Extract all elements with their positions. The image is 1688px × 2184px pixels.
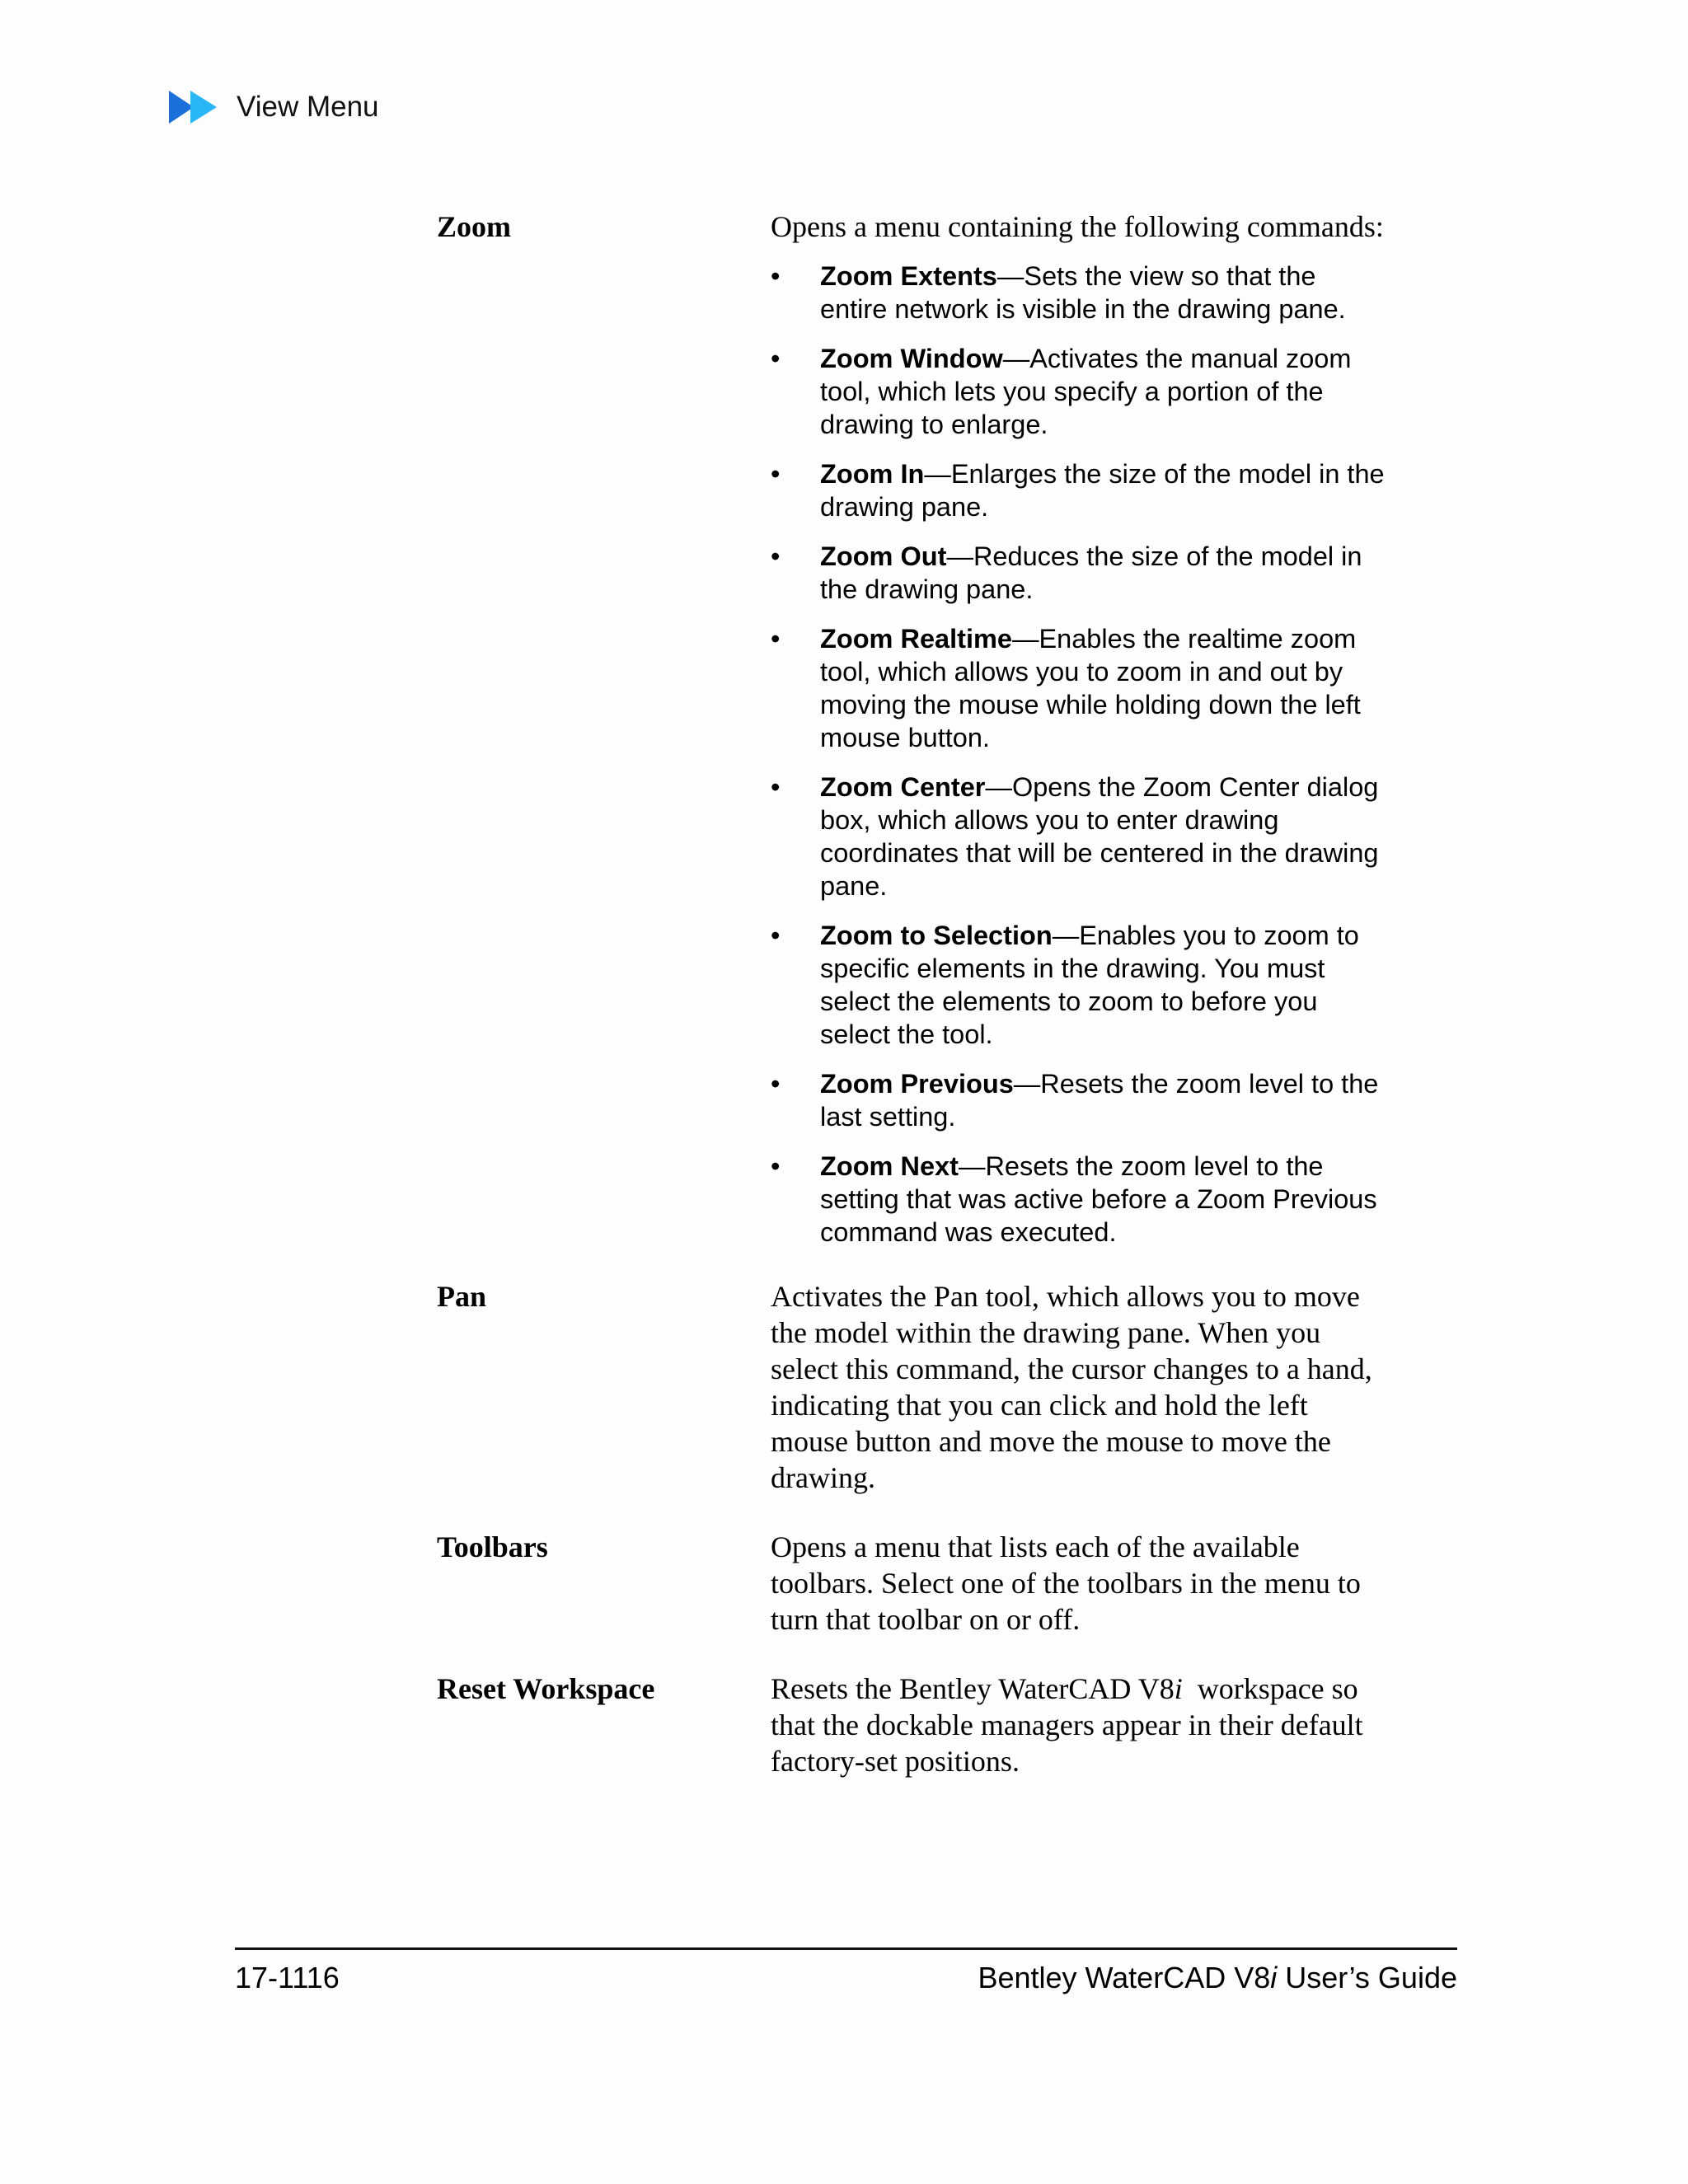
command-table [437,209,1385,1779]
guide-title-italic: i [1270,1961,1278,1994]
description-italic: i [1174,1672,1183,1705]
description-text: workspace so that the dockable managers appear in their default factory-set positions. [771,1672,1371,1778]
bullet-marker: • [771,541,781,571]
list-item [771,1067,1385,1133]
command-term-toolbars: Toolbars [437,1530,548,1563]
command-description: —Enables you to zoom to specific elements in the drawing. You must select the elements to zoom to before you select the tool. [820,921,1359,1049]
bullet-marker: • [771,772,781,802]
bullet-marker: • [771,459,781,489]
command-description: —Resets the zoom level to the setting that was active before a Zoom Previous command was executed. [820,1151,1377,1247]
bullet-marker: • [771,921,781,950]
bullet-marker: • [771,1151,781,1181]
command-description: —Reduces the size of the model in the drawing pane. [820,541,1362,604]
command-description: —Activates the manual zoom tool, which lets you specify a portion of the drawing to enlarge. [820,344,1352,439]
table-row [437,209,1385,1249]
list-item [771,1150,1385,1249]
command-term-reset-workspace: Reset Workspace [437,1672,655,1705]
command-name: Zoom to Selection [820,921,1053,950]
command-name: Zoom Extents [820,261,997,291]
command-description-pan: Activates the Pan tool, which allows you to move the model within the drawing pane. When you select this command, the cursor changes to a hand, indicating that you can click and hold the left mouse button and move the mouse to move the drawing. [771,1280,1372,1494]
command-description: —Sets the view so that the entire network is visible in the drawing pane. [820,261,1346,324]
list-item [771,260,1385,326]
command-name: Zoom Window [820,344,1003,373]
command-name: Zoom Out [820,541,947,571]
command-description: —Enables the realtime zoom tool, which allows you to zoom in and out by moving the mouse while holding down the left mouse button. [820,624,1361,752]
command-description: —Enlarges the size of the model in the drawing pane. [820,459,1385,522]
page-header [169,87,379,127]
bullet-marker: • [771,261,781,291]
table-row [437,1278,1385,1496]
list-item [771,457,1385,523]
command-term-zoom: Zoom [437,210,511,243]
command-name: Zoom Previous [820,1069,1014,1099]
command-description: —Opens the Zoom Center dialog box, which allows you to enter drawing coordinates that will be centered in the drawing pane. [820,772,1379,901]
table-row [437,1671,1385,1779]
footer-divider [235,1947,1457,1950]
list-item [771,771,1385,902]
command-description: —Resets the zoom level to the last setting. [820,1069,1379,1132]
command-description-toolbars: Opens a menu that lists each of the available toolbars. Select one of the toolbars in the menu to turn that toolbar on or off. [771,1530,1361,1636]
double-chevron-right-icon [169,89,220,125]
bullet-marker: • [771,344,781,373]
zoom-commands-list [771,260,1385,1249]
guide-title [978,1960,1457,1996]
list-item [771,919,1385,1051]
guide-title-text: User’s Guide [1277,1961,1457,1994]
guide-title-text: Bentley WaterCAD V8 [978,1961,1271,1994]
table-row [437,1529,1385,1638]
list-item [771,540,1385,606]
section-title: View Menu [237,91,379,123]
command-description-zoom [771,209,1385,1249]
command-name: Zoom In [820,459,925,489]
command-description-reset-workspace [771,1671,1385,1779]
command-name: Zoom Next [820,1151,959,1181]
command-name: Zoom Center [820,772,986,802]
description-text: Opens a menu containing the following commands: [771,210,1384,243]
command-term-pan: Pan [437,1280,487,1313]
description-text: Resets the Bentley WaterCAD V8 [771,1672,1175,1705]
bullet-marker: • [771,624,781,654]
page-number: 17-1116 [235,1961,340,1994]
command-name: Zoom Realtime [820,624,1012,654]
bullet-marker: • [771,1069,781,1099]
list-item [771,622,1385,754]
list-item [771,342,1385,441]
